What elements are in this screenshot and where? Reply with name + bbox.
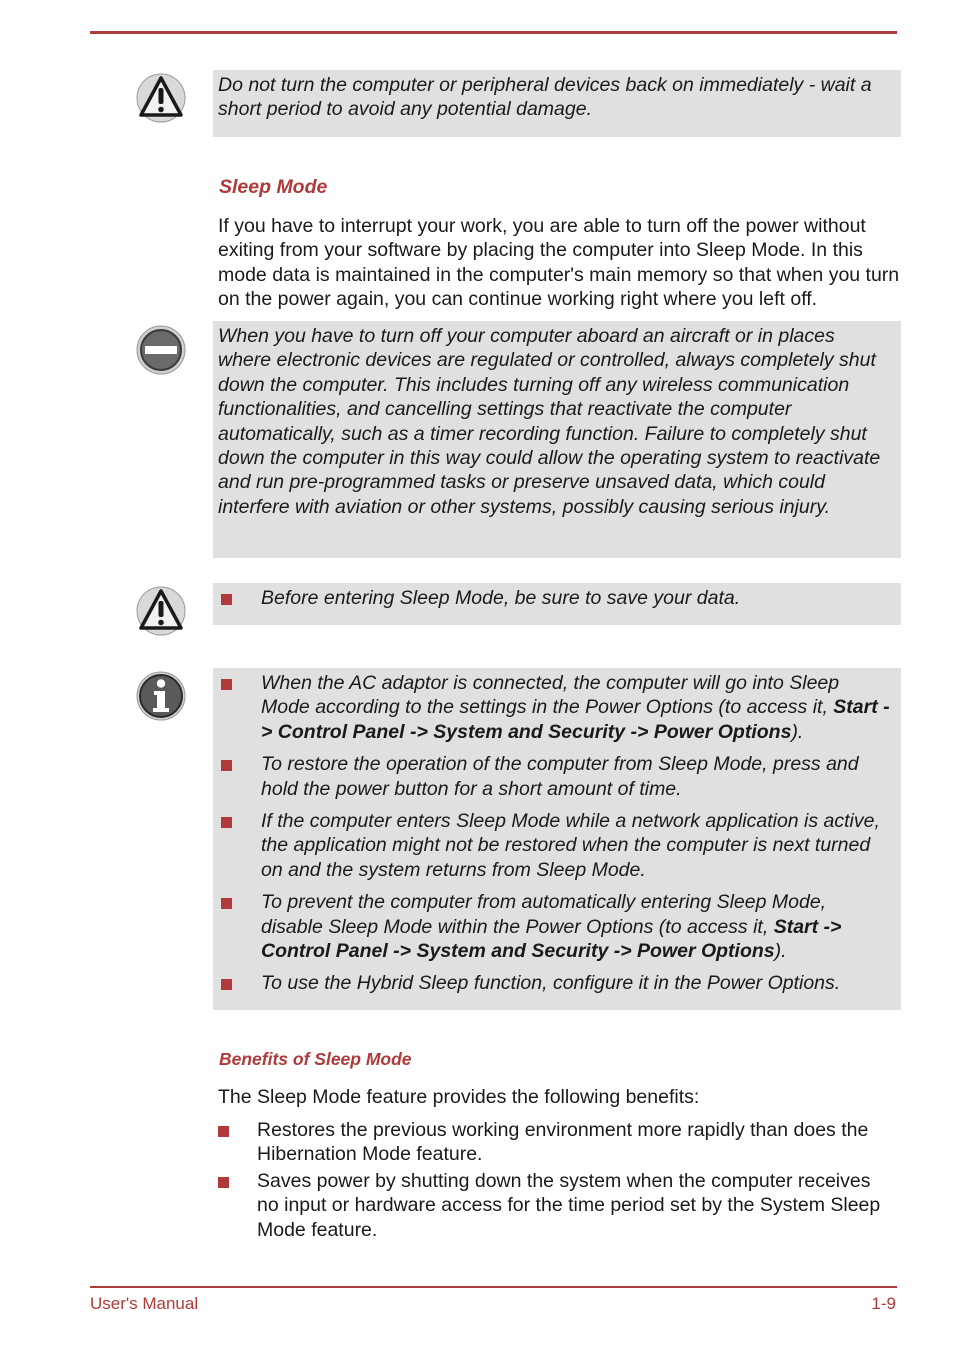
warning-note — [213, 70, 901, 137]
bullet-square-icon — [221, 760, 232, 771]
menu-path: Start -> Control Panel -> System and Security -> Power Options — [261, 915, 842, 963]
info-note — [213, 668, 901, 1010]
section-heading-sleep-mode: Sleep Mode — [219, 176, 328, 198]
section-heading-benefits: Benefits of Sleep Mode — [219, 1049, 412, 1069]
sleep-mode-intro: If you have to interrupt your work, you are able to turn off the power without exiting from your software by placing the computer into Sleep Mode. In this mode data is maintained in the computer's main memory so that when you turn on the power again, you can continue working right where you left off. — [218, 215, 900, 311]
save-data-warning — [213, 583, 901, 625]
bullet-square-icon — [221, 817, 232, 828]
info-icon — [136, 671, 186, 721]
menu-path: Start -> Control Panel -> System and Security -> Power Options — [261, 696, 890, 743]
list-item: To restore the operation of the computer from Sleep Mode, press and hold the power button for a short amount of time. — [218, 752, 893, 801]
list-item: Restores the previous working environment more rapidly than does the Hibernation Mode feature. — [214, 1118, 894, 1167]
list-item: If the computer enters Sleep Mode while a network application is active, the application might not be restored when the computer is next turned on and the system returns from Sleep Mode. — [218, 809, 893, 882]
list-item: To use the Hybrid Sleep function, configure it in the Power Options. — [218, 971, 893, 995]
benefits-list — [214, 1118, 894, 1242]
list-item: To prevent the computer from automatically entering Sleep Mode, disable Sleep Mode within the Power Options (to access it, Start -> Control Panel -> System and Security -> Power Options). — [218, 890, 893, 963]
footer-rule — [90, 1286, 897, 1288]
prohibition-icon — [136, 325, 186, 375]
bullet-square-icon — [221, 679, 232, 690]
bullet-square-icon — [218, 1177, 229, 1188]
footer-manual-title: User's Manual — [90, 1294, 199, 1313]
bullet-square-icon — [221, 594, 232, 605]
list-item: When the AC adaptor is connected, the computer will go into Sleep Mode according to the settings in the Power Options (to access it, Start -> Control Panel -> System and Security -> Power Options). — [218, 671, 893, 744]
list-item: Saves power by shutting down the system when the computer receives no input or hardware access for the time period set by the System Sleep Mode feature. — [214, 1169, 894, 1242]
header-rule — [90, 31, 897, 34]
bullet-square-icon — [221, 979, 232, 990]
list-item: Before entering Sleep Mode, be sure to save your data. — [218, 586, 893, 610]
warning-triangle-icon — [136, 73, 186, 123]
benefits-intro: The Sleep Mode feature provides the following benefits: — [218, 1086, 700, 1108]
page-number: 1-9 — [871, 1294, 896, 1313]
bullet-square-icon — [218, 1126, 229, 1137]
warning-triangle-icon — [136, 586, 186, 636]
caution-note-text: When you have to turn off your computer aboard an aircraft or in places where electronic devices are regulated or controlled, always completely shut down the computer. This includes turning off any wireless communication functionalities, and cancelling settings that reactivate the computer automatically, such as a timer recording function. Failure to completely shut down the computer in this way could allow the operating system to reactivate and run pre-programmed tasks or preserve unsaved data, which could interfere with aviation or other systems, possibly causing serious injury. — [218, 325, 881, 518]
warning-note-text: Do not turn the computer or peripheral devices back on immediately - wait a short period to avoid any potential damage. — [218, 74, 872, 121]
caution-note — [213, 321, 901, 558]
bullet-square-icon — [221, 898, 232, 909]
